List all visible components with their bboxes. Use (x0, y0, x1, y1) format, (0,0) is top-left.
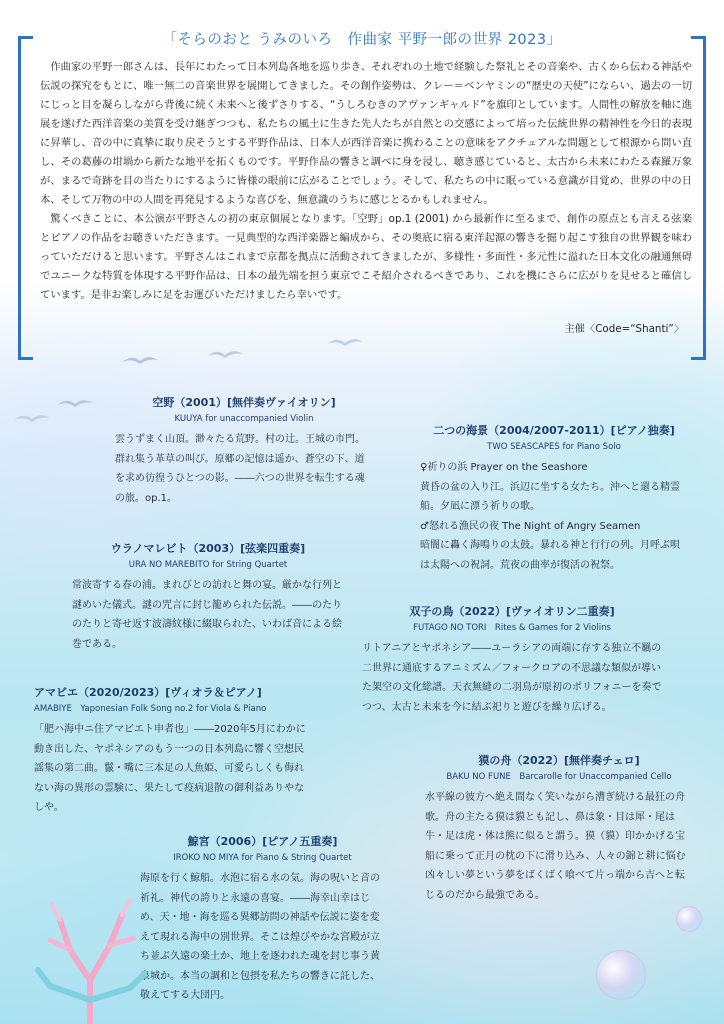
piece-amabiye (34, 684, 306, 818)
piece-description: ♀祈りの浜 Prayer on the Seashore 黄昏の盆の入り江。浜辺に坐する女たち。沖へと還る精霊船。夕凪に漂う祈りの歌。 ♂怒れる漁民の夜 The Night of Angry Seamen 暗闇に轟く海鳴りの太鼓。暴れる神と行行の列。月呼ぶ唄は太陽への祝詞。荒夜の曲率が復活の祝祭。 (420, 462, 680, 571)
bird-silhouette-icon (325, 334, 365, 348)
bubble-icon (596, 950, 646, 1000)
piece-description: 常波寄する春の浦。まれびとの訪れと舞の宴。厳かな行列と謎めいた儀式。謎の咒言に封じ籠められた伝説。――のたりのたりと寄せ返す波濤紋様に綴取られた、いわば音による絵巻である。 (72, 580, 342, 650)
organizer-signature: 主催〈Code=“Shanti”〉 (564, 323, 684, 335)
piece-title: 二つの海景（2004/2007-2011）[ピアノ独奏] (433, 424, 675, 437)
piece-subtitle: BAKU NO FUNE Barcarolle for Unaccompanied Cello (446, 772, 672, 782)
piece-subtitle: IROKO NO MIYA for Piano & String Quartet (173, 853, 352, 863)
coral-icon (30, 890, 150, 1024)
piece-title: 獏の舟（2022）[無伴奏チェロ] (478, 754, 640, 767)
piece-title: 空野（2001）[無伴奏ヴァイオリン] (152, 396, 336, 409)
piece-subtitle: AMABIYE Yaponesian Folk Song no.2 for Viola & Piano (34, 704, 267, 714)
piece-title: 双子の鳥（2022）[ヴァイオリン二重奏] (409, 605, 615, 618)
piece-subtitle: URA NO MAREBITO for String Quartet (128, 560, 288, 570)
frame-left-bracket (18, 36, 33, 360)
page-title: 「そらのおと うみのいろ 作曲家 平野一郎の世界 2023」 (162, 32, 562, 48)
piece-description: 雲うずまく山頂。渺々たる荒野。村の辻。王城の市門。群れ集う革草の叫び。原郷の記憶は遥か、蒼空の下、道を求め彷徨うひとつの影。――六つの世界を転生する魂の旅。op.1。 (115, 434, 365, 504)
piece-description: 海原を行く鯨船。水泡に宿る水の気。海の呪いと音の祈礼。神代の誇りと永遠の喜宴。――海幸山幸はじめ、天・地・海を巡る異郷訪問の神話や伝説に姿を変えて現れる海中の別世界。そこは煌びやかな宮殿が立ち並ぶ久遠の楽土か、地上を逐われた魂を封じ事う黄泉城か。本当の調和と包摂を私たちの響きに託した、敬えてする大団円。 (140, 873, 380, 1001)
piece-title: 鯨宮（2006）[ピアノ五重奏] (187, 835, 338, 848)
bird-silhouette-icon (120, 352, 160, 366)
intro-paragraph-1: 作曲家の平野一郎さんは、長年にわたって日本列島各地を巡り歩き、それぞれの土地で経験した祭礼とその音楽や、古くから伝わる神話や伝説の探究をもとに、唯一無二の音楽世界を展開してきました。その創作姿勢は、クレー＝ベンヤミンの“歴史の天使”にならい、過去の一切にじっと目を凝らしながら背後に続く未来へと後ずさりする、“うしろむきのアヴァンギャルド”を旗印としています。人間性の解放を軸に進展を遂げた西洋音楽の美質を受け継ぎつつも、私たちの風土に生きた先人たちが自然との交感によって培った伝統世界の精神性を今日的表現に昇華し、音の中に真摯に取り戻そうとする平野作品は、日本人が西洋音楽に携わることの意味をアクチュアルな問題として根源から問い直し、その葛藤の坩堝から新たな地平を拓くものです。平野作品の響きと調べに身を浸し、聴き感じていると、太古から未来にわたる森羅万象が、まるで奇跡を目の当たりにするように皆様の眼前に広がることでしょう。そして、私たちの中に眠っている意識が目覚め、世界の中の日本、そして万物の中の人間を再発見するような喜びを、無意識のうちに感じとるかもしれません。 (40, 61, 692, 206)
intro-paragraph-2: 驚くべきことに、本公演が平野さんの初の東京個展となります。「空野」op.1 (2001) から最新作に至るまで、創作の原点とも言える弦楽とピアノの作品をお聴きいただきます。一見典型的な西洋楽器と編成から、その奥底に宿る東洋起源の響きを掘り起こす独自の世界観を味わっていただけると思います。平野さんはこれまで京都を拠点に活動されてきましたが、多様性・多面性・多元性に溢れた日本文化の融通無碍でユニークな特質を体現する平野作品は、日本の最先端を担う東京でこそ紹介されるべきであり、これを機にさらに広がりを見せると確信しています。是非お楽しみに足をお運びいただけましたら幸いです。 (40, 213, 692, 301)
piece-description: 水平線の彼方へ絶え間なく笑いながら漕ぎ続ける最狂の舟歌。舟の主たる獏は貘とも記し、鼻は象・目は犀・尾は牛・足は虎・体は熊に似ると謂う。獏（貘）印かかげる宝船に乗って正月の枕の下に滑り込み、人々の錦と耕に悩む凶々しい夢という夢をばくばく喰べて片っ端から吉へと転じるのだから最強である。 (425, 792, 686, 901)
intro-text (40, 58, 692, 305)
piece-iroko-no-miya (140, 833, 385, 1006)
piece-description: リトアニアとヤポネシア――ユーラシアの両端に存する独立不羈の二世界に通底するアニミズム／フォークロアの不思議な類似が導いた架空の文化総譜。天衣無縫の二羽鳥が原初のポリフォニーを奏でつつ、太古と未来を今に結ぶ祀りと遊びを繰り広げる。 (362, 643, 662, 713)
piece-subtitle: TWO SEASCAPES for Piano Solo (487, 442, 621, 452)
piece-subtitle: FUTAGO NO TORI Rites & Games for 2 Violins (413, 623, 611, 633)
piece-title: ウラノマレビト（2003）[弦楽四重奏] (110, 542, 306, 555)
bird-silhouette-icon (12, 410, 52, 424)
bird-silhouette-icon (205, 346, 245, 360)
bird-silhouette-icon (55, 395, 95, 409)
piece-futago-no-tori (362, 603, 662, 717)
piece-subtitle: KUUYA for unaccompanied Violin (174, 414, 314, 424)
frame-right-bracket (691, 36, 706, 360)
bubble-icon (676, 906, 702, 932)
piece-title: アマビエ（2020/2023）[ヴィオラ＆ピアノ] (34, 686, 262, 699)
piece-ura-no-marebito (72, 540, 344, 654)
piece-kuuya (115, 394, 373, 508)
piece-description: 「肥ハ海中ニ住アマビエト申者也」――2020年5月にわかに動き出した、ヤポネシアのもう一つの日本列島に響く空想民謡集の第二曲。鬣・嘴に三本足の人魚姫、可愛らしくも侮れない海の異形の霊験に、果たして疫病退散の御利益ありやなしや。 (34, 724, 306, 813)
piece-baku-no-fune (425, 752, 693, 905)
piece-two-seascapes (420, 422, 688, 575)
